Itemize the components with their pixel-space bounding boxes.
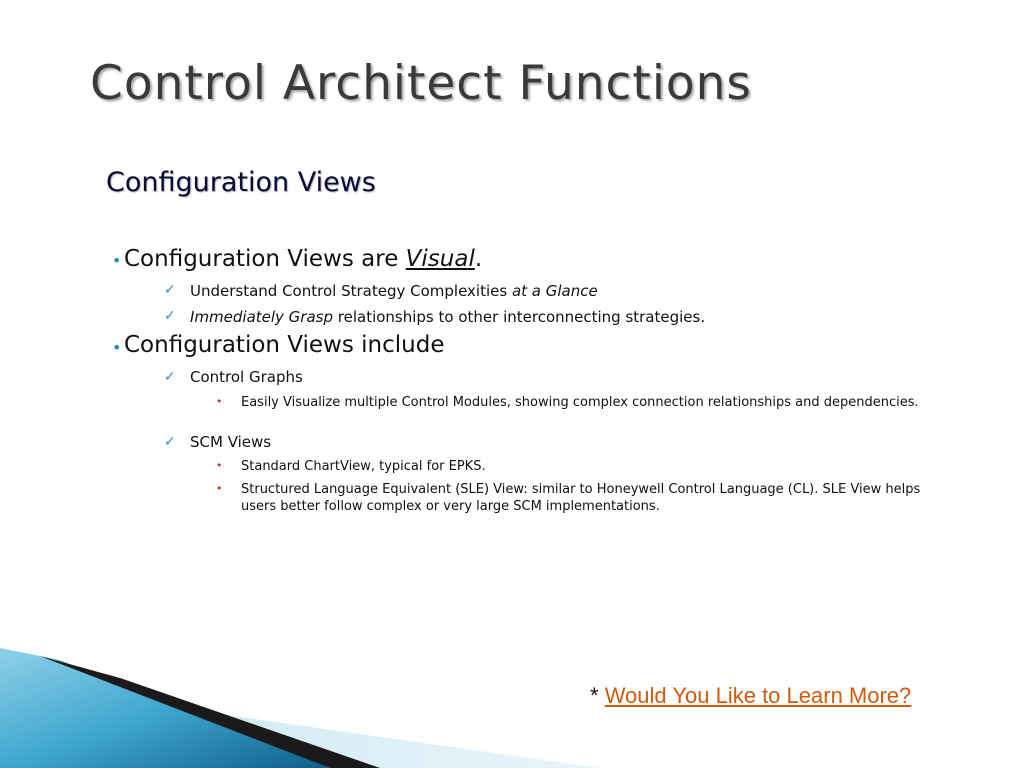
- sub-bullet-understand: Understand Control Strategy Complexities at a Glance: [190, 282, 598, 300]
- sub-bullet-control-graphs: Control Graphs: [190, 368, 303, 386]
- blue-swoosh: [0, 648, 330, 768]
- point-standard-chartview: Standard ChartView, typical for EPKS.: [241, 459, 486, 474]
- learn-more-footer: * Would You Like to Learn More?: [590, 683, 912, 708]
- bullet-icon: •: [112, 251, 122, 270]
- bullet-icon: •: [216, 395, 223, 408]
- bullet-icon: •: [216, 459, 223, 472]
- slide-subtitle: Configuration Views: [106, 167, 376, 198]
- check-icon: ✓: [164, 369, 176, 385]
- point-easily-visualize: Easily Visualize multiple Control Modules, showing complex connection relationships and dependencies.: [241, 395, 919, 410]
- check-icon: ✓: [164, 282, 176, 298]
- slide-title: Control Architect Functions: [90, 56, 752, 111]
- bullet-configuration-views-visual: Configuration Views are Visual.: [124, 246, 483, 272]
- sub-bullet-immediately-grasp: Immediately Grasp relationships to other interconnecting strategies.: [190, 308, 706, 326]
- bullet-icon: •: [216, 482, 223, 495]
- sub-bullet-scm-views: SCM Views: [190, 433, 272, 451]
- check-icon: ✓: [164, 434, 176, 450]
- bullet-icon: •: [112, 338, 122, 357]
- emphasis-visual: Visual: [405, 246, 475, 272]
- bullet-configuration-views-include: Configuration Views include: [124, 332, 445, 358]
- check-icon: ✓: [164, 308, 176, 324]
- learn-more-link[interactable]: Would You Like to Learn More?: [604, 683, 912, 708]
- point-structured-language-equivalent: Structured Language Equivalent (SLE) View: similar to Honeywell Control Language (CL). SLE View helps users better follow complex or very large SCM implementations.: [241, 482, 921, 514]
